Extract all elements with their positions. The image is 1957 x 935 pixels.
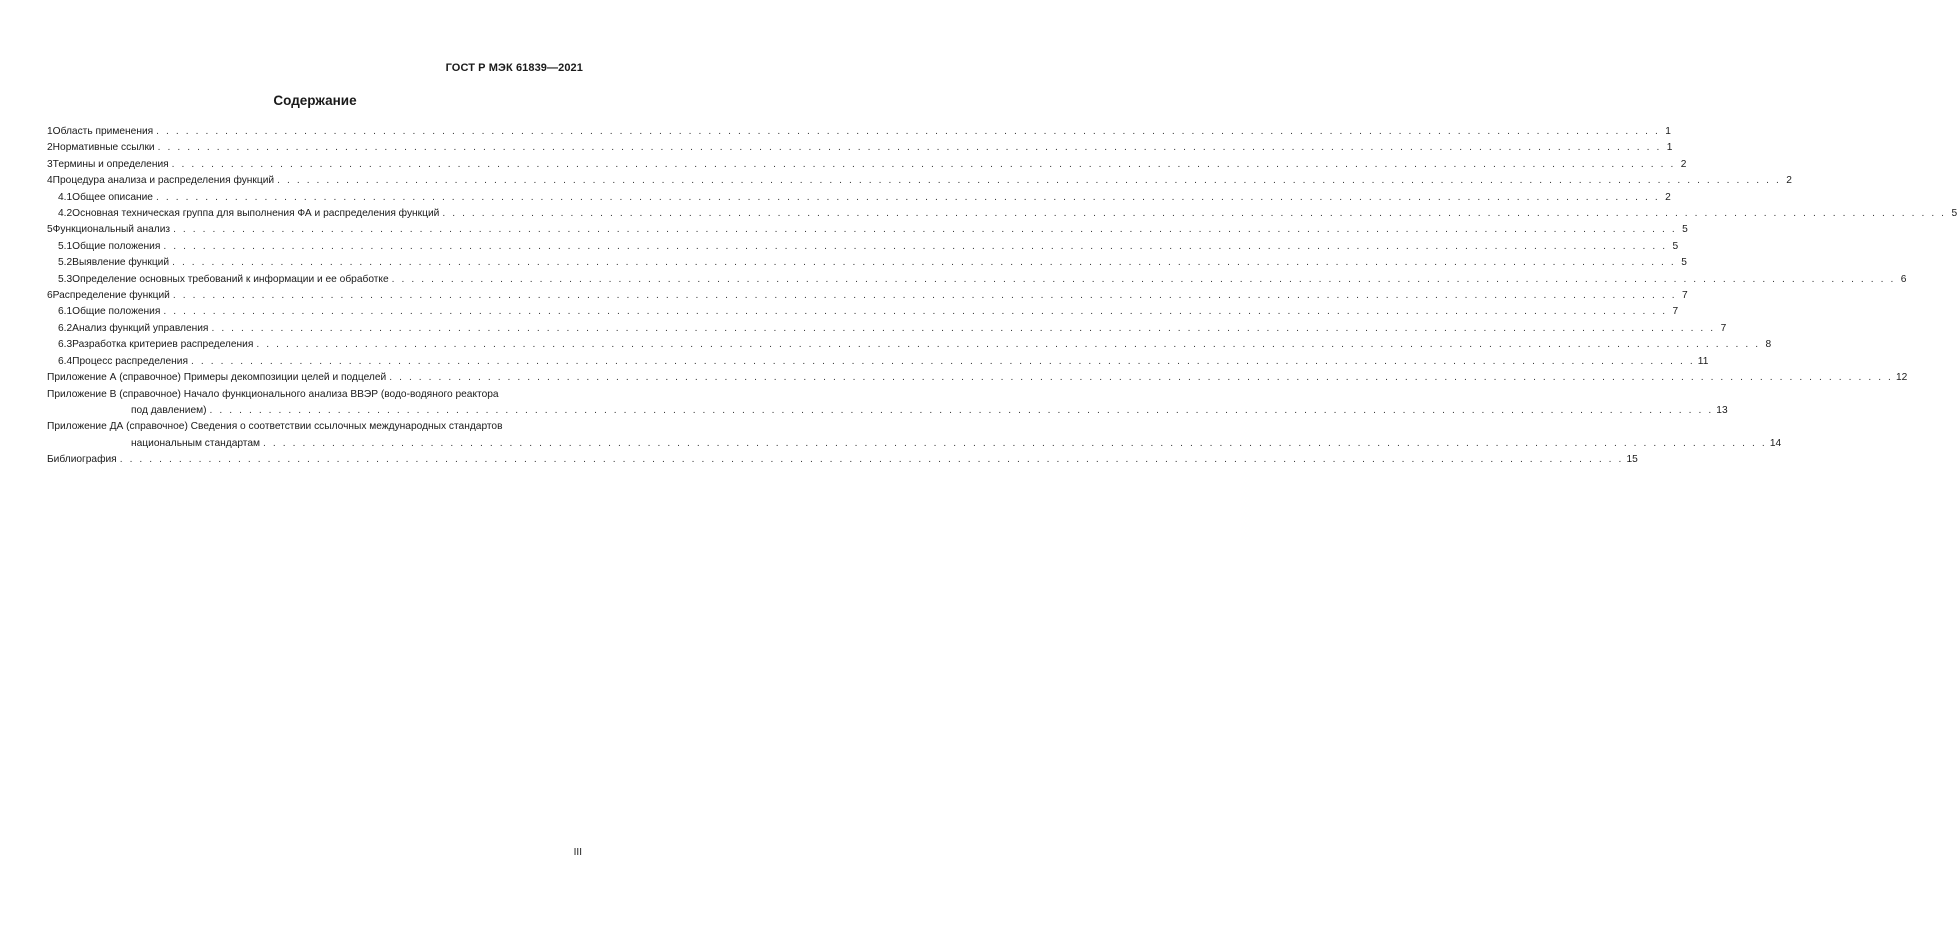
toc-entry-title: Область применения bbox=[52, 126, 154, 137]
toc-entry-page: 11 bbox=[1697, 355, 1709, 367]
toc-entry[interactable] bbox=[47, 206, 1957, 222]
toc-entry-number: 5.1 bbox=[58, 240, 73, 252]
toc-entry-appendix-da[interactable] bbox=[47, 419, 1782, 452]
toc-entry-page: 6 bbox=[1900, 273, 1907, 285]
toc-entry-number: 4.1 bbox=[58, 191, 73, 203]
toc-entry[interactable] bbox=[47, 255, 1687, 271]
toc-entry[interactable] bbox=[47, 321, 1727, 337]
toc-entry-title: Определение основных требований к информации и ее обработке bbox=[72, 273, 389, 285]
toc-leader-dots bbox=[263, 436, 1767, 452]
toc-entry-page: 7 bbox=[1672, 306, 1679, 318]
toc-entry-title-line1: Приложение В (справочное) Начало функционального анализа ВВЭР (водо-водяного реактора bbox=[47, 388, 499, 400]
table-of-contents bbox=[47, 124, 1957, 469]
toc-entry-page: 5 bbox=[1951, 208, 1957, 220]
toc-entry-page: 7 bbox=[1681, 290, 1688, 302]
toc-entry[interactable] bbox=[47, 222, 1688, 238]
toc-entry-number: 5 bbox=[47, 224, 53, 236]
toc-entry-page: 15 bbox=[1626, 454, 1638, 466]
toc-entry-page: 2 bbox=[1665, 191, 1671, 203]
toc-leader-dots bbox=[389, 370, 1893, 386]
toc-entry-title-line2: под давлением) bbox=[131, 404, 207, 416]
toc-entry-title: Разработка критериев распределения bbox=[72, 339, 254, 351]
toc-entry-page: 5 bbox=[1672, 240, 1679, 252]
toc-entry[interactable] bbox=[47, 304, 1679, 320]
toc-entry[interactable] bbox=[47, 239, 1679, 255]
toc-entry-page: 5 bbox=[1681, 257, 1687, 269]
toc-entry[interactable] bbox=[47, 173, 1792, 189]
toc-entry[interactable] bbox=[47, 272, 1907, 288]
toc-leader-dots bbox=[158, 140, 1662, 156]
toc-entry[interactable] bbox=[47, 190, 1671, 206]
page-number: III bbox=[573, 847, 582, 858]
toc-entry-number: 5.2 bbox=[58, 257, 73, 269]
toc-leader-dots bbox=[172, 157, 1676, 173]
toc-entry-title-line2: национальным стандартам bbox=[131, 437, 261, 449]
toc-leader-dots bbox=[173, 288, 1677, 304]
toc-entry-page: 8 bbox=[1765, 339, 1772, 351]
toc-entry-number: 1 bbox=[47, 126, 53, 137]
toc-entry-page: 7 bbox=[1720, 322, 1727, 334]
toc-entry-number: 6.1 bbox=[58, 306, 73, 318]
toc-entry-title: Общее описание bbox=[72, 191, 153, 203]
toc-entry-number: 6 bbox=[47, 290, 53, 302]
toc-leader-dots bbox=[172, 255, 1676, 271]
toc-entry-number: 5.3 bbox=[58, 273, 73, 285]
toc-entry-number: 6.2 bbox=[58, 322, 73, 334]
toc-entry-appendix-b[interactable] bbox=[47, 387, 1728, 420]
toc-entry-page: 1 bbox=[1665, 126, 1671, 137]
toc-leader-dots bbox=[163, 304, 1667, 320]
toc-entry-bibliography[interactable] bbox=[47, 452, 1638, 468]
toc-entry-title: Процедура анализа и распределения функций bbox=[52, 175, 275, 187]
toc-entry-title: Нормативные ссылки bbox=[52, 142, 155, 154]
toc-leader-dots bbox=[256, 337, 1760, 353]
toc-leader-dots bbox=[156, 124, 1660, 140]
toc-entry-page: 2 bbox=[1786, 175, 1792, 187]
toc-entry-page: 12 bbox=[1896, 372, 1908, 384]
toc-entry-title: Библиография bbox=[47, 454, 117, 466]
toc-entry-page: 5 bbox=[1682, 224, 1688, 236]
toc-entry-number: 3 bbox=[47, 158, 53, 170]
toc-leader-dots bbox=[191, 354, 1695, 370]
toc-entry-page: 1 bbox=[1666, 142, 1673, 154]
toc-leader-dots bbox=[277, 173, 1781, 189]
toc-entry-number: 2 bbox=[47, 142, 53, 154]
toc-entry-title: Приложение А (справочное) Примеры декомпозиции целей и подцелей bbox=[47, 372, 387, 384]
toc-entry-number: 6.4 bbox=[58, 355, 73, 367]
toc-entry-page: 13 bbox=[1716, 404, 1728, 416]
toc-entry-appendix-a[interactable] bbox=[47, 370, 1908, 386]
toc-entry-title: Общие положения bbox=[72, 240, 161, 252]
toc-title: Содержание bbox=[273, 93, 357, 108]
toc-entry[interactable] bbox=[47, 157, 1687, 173]
toc-leader-dots bbox=[211, 321, 1715, 337]
toc-entry-title: Основная техническая группа для выполнения ФА и распределения функций bbox=[72, 208, 440, 220]
toc-entry-number: 4 bbox=[47, 175, 53, 187]
toc-entry-title: Функциональный анализ bbox=[52, 224, 171, 236]
toc-entry-title: Распределение функций bbox=[52, 290, 170, 302]
toc-entry-page: 2 bbox=[1680, 158, 1687, 170]
toc-entry[interactable] bbox=[47, 354, 1709, 370]
toc-entry-title: Выявление функций bbox=[72, 257, 170, 269]
toc-sections bbox=[47, 124, 1957, 370]
toc-leader-dots bbox=[173, 222, 1677, 238]
toc-entry-page: 14 bbox=[1769, 437, 1782, 449]
toc-leader-dots bbox=[392, 272, 1896, 288]
toc-leader-dots bbox=[442, 206, 1946, 222]
toc-entry-title-line1: Приложение ДА (справочное) Сведения о соответствии ссылочных международных стандартов bbox=[47, 421, 503, 433]
toc-entry[interactable] bbox=[47, 140, 1673, 156]
toc-entry[interactable] bbox=[47, 124, 1671, 140]
toc-entry[interactable] bbox=[47, 337, 1772, 353]
toc-entry-title: Анализ функций управления bbox=[72, 322, 209, 334]
toc-leader-dots bbox=[163, 239, 1667, 255]
toc-entry[interactable] bbox=[47, 288, 1688, 304]
toc-entry-number: 4.2 bbox=[58, 208, 73, 220]
toc-entry-title: Термины и определения bbox=[52, 158, 169, 170]
toc-entry-title: Процесс распределения bbox=[72, 355, 188, 367]
toc-entry-number: 6.3 bbox=[58, 339, 73, 351]
toc-leader-dots bbox=[210, 403, 1714, 419]
toc-entry-title: Общие положения bbox=[72, 306, 161, 318]
toc-leader-dots bbox=[156, 190, 1660, 206]
standard-designation: ГОСТ Р МЭК 61839—2021 bbox=[445, 62, 583, 74]
toc-leader-dots bbox=[120, 452, 1624, 468]
